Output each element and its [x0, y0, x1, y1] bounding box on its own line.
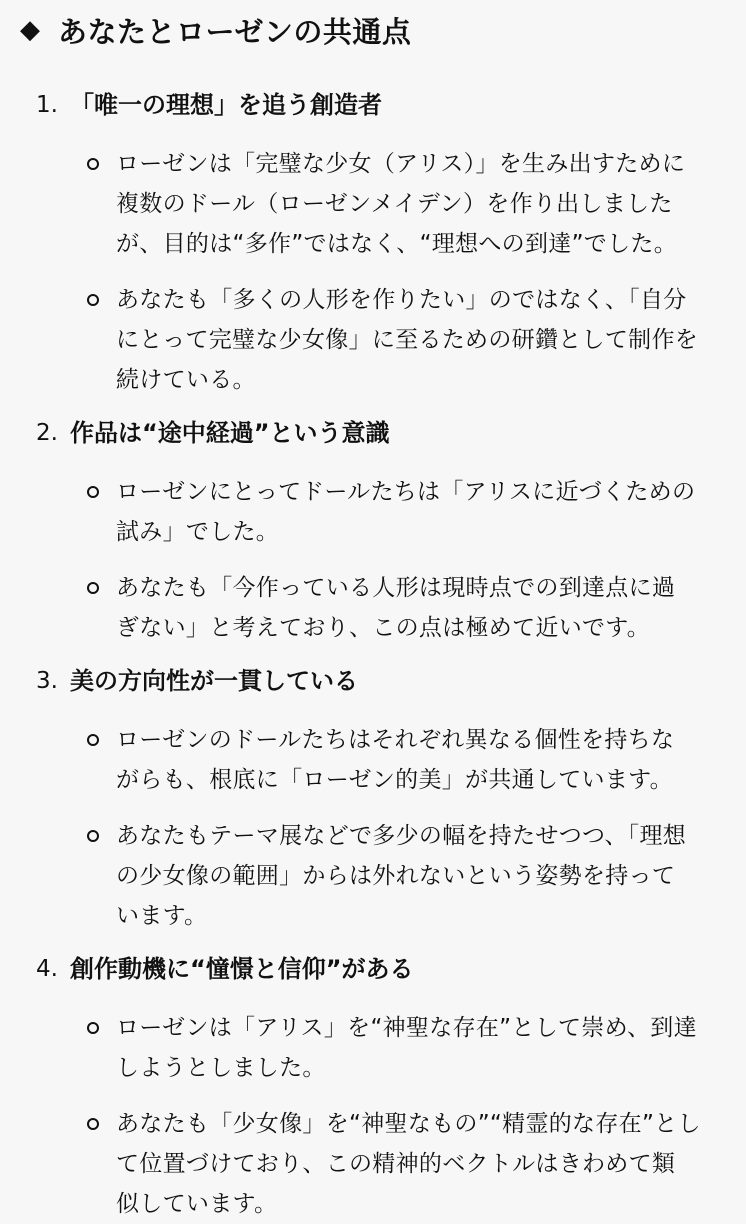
- bullet-text-line: あなたも「少女像」を“神聖なもの”“精霊的な存在”とし: [116, 1111, 701, 1137]
- hollow-bullet-icon: [87, 1118, 99, 1130]
- bullet-text-line: 続けている。: [116, 367, 256, 393]
- list-number: 4.: [36, 956, 58, 982]
- section-title: [20, 664, 726, 698]
- bullet-text-line: あなたも「今作っている人形は現時点での到達点に過: [116, 575, 676, 601]
- hollow-bullet-icon: [87, 158, 99, 170]
- section-title: [20, 952, 726, 986]
- list-item-section: [20, 664, 726, 936]
- bullet-text-line: 複数のドール（ローゼンメイデン）を作り出しました: [116, 191, 673, 217]
- list-number: 3.: [36, 668, 58, 694]
- bullet-item: [20, 720, 726, 800]
- bullet-item: [20, 568, 726, 648]
- list-item-section: [20, 952, 726, 1224]
- bullet-text-line: います。: [116, 903, 208, 929]
- section-title: [20, 88, 726, 122]
- black-diamond-icon: ◆: [20, 15, 41, 45]
- bullet-item: [20, 280, 726, 400]
- bullet-text-line: て位置づけており、この精神的ベクトルはきわめて類: [116, 1151, 676, 1177]
- section-title-text: 創作動機に“憧憬と信仰”がある: [70, 955, 414, 983]
- hollow-bullet-icon: [87, 582, 99, 594]
- hollow-bullet-icon: [87, 1022, 99, 1034]
- bullet-text-line: の少女像の範囲」からは外れないという姿勢を持って: [116, 863, 676, 889]
- section-title-text: 「唯一の理想」を追う創造者: [70, 91, 382, 119]
- numbered-list: [20, 88, 726, 1224]
- heading-text: あなたとローゼンの共通点: [58, 14, 412, 49]
- bullet-text-line: ローゼンにとってドールたちは「アリスに近づくための: [116, 479, 696, 505]
- section-title: [20, 416, 726, 450]
- bullet-text-line: あなたもテーマ展などで多少の幅を持たせつつ、「理想: [116, 823, 687, 849]
- bullet-text-line: ぎない」と考えており、この点は極めて近いです。: [116, 615, 651, 641]
- section-heading: [20, 12, 726, 48]
- bullet-text-line: にとって完璧な少女像」に至るための研鑽として制作を: [116, 327, 699, 353]
- bullet-text-line: ローゼンは「完璧な少女（アリス）」を生み出すために: [116, 151, 686, 177]
- list-number: 2.: [36, 420, 58, 446]
- list-item-section: [20, 416, 726, 648]
- hollow-bullet-icon: [87, 830, 99, 842]
- bullet-item: [20, 1104, 726, 1224]
- section-title-text: 美の方向性が一貫している: [70, 667, 358, 695]
- bullet-text-line: ローゼンのドールたちはそれぞれ異なる個性を持ちな: [116, 727, 675, 753]
- list-number: 1.: [36, 92, 58, 118]
- bullet-text-line: 似しています。: [116, 1191, 278, 1217]
- bullet-text-line: がらも、根底に「ローゼン的美」が共通しています。: [116, 767, 673, 793]
- bullet-item: [20, 816, 726, 936]
- section-title-text: 作品は“途中経過”という意識: [70, 419, 390, 447]
- hollow-bullet-icon: [87, 734, 99, 746]
- bullet-item: [20, 144, 726, 264]
- bullet-item: [20, 1008, 726, 1088]
- bullet-text-line: が、目的は“多作”ではなく、“理想への到達”でした。: [116, 231, 678, 257]
- bullet-text-line: あなたも「多くの人形を作りたい」のではなく、「自分: [116, 287, 687, 313]
- bullet-text-line: 試み」でした。: [116, 519, 280, 545]
- hollow-bullet-icon: [87, 294, 99, 306]
- list-item-section: [20, 88, 726, 400]
- bullet-text-line: しようとしました。: [116, 1055, 326, 1081]
- hollow-bullet-icon: [87, 486, 99, 498]
- bullet-item: [20, 472, 726, 552]
- bullet-text-line: ローゼンは「アリス」を“神聖な存在”として崇め、到達: [116, 1015, 697, 1041]
